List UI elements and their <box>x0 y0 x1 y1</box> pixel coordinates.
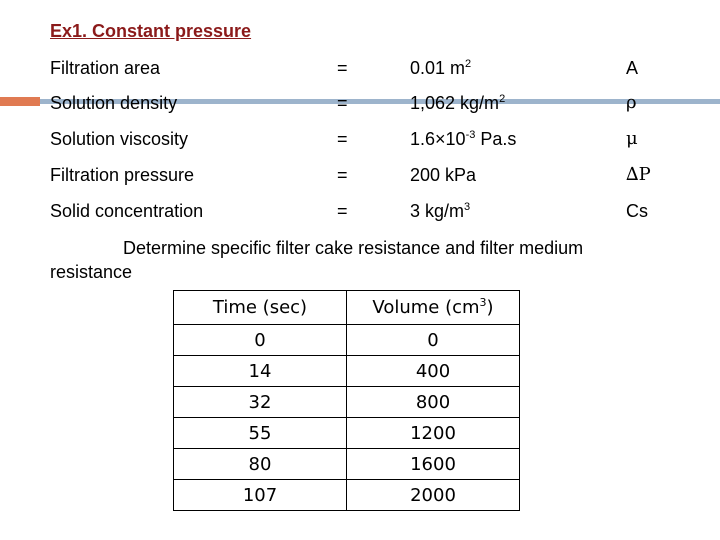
table-row <box>174 356 520 387</box>
parameter-value-exponent: 2 <box>465 58 472 70</box>
slide-title: Ex1. Constant pressure <box>50 21 252 41</box>
volume-cell: 2000 <box>347 480 520 511</box>
column-header-volume-text: Volume (cm <box>372 297 480 318</box>
parameter-row-filtration-pressure <box>0 163 720 187</box>
table-row <box>174 480 520 511</box>
parameter-row-solution-density <box>0 91 720 115</box>
table-row <box>174 418 520 449</box>
parameter-value-exponent: 2 <box>499 93 506 105</box>
column-header-volume <box>347 291 520 325</box>
time-cell: 0 <box>174 325 347 356</box>
instruction-text: Determine specific filter cake resistance and filter medium resistance <box>50 238 584 282</box>
parameter-equals: = <box>337 93 348 113</box>
volume-cell: 800 <box>347 387 520 418</box>
parameter-equals: = <box>337 129 348 149</box>
volume-cell: 1600 <box>347 449 520 480</box>
parameter-equals: = <box>337 165 348 185</box>
parameter-value-base: 3 kg/m <box>410 201 465 221</box>
parameter-value <box>410 91 505 115</box>
data-table <box>173 290 520 511</box>
table-row <box>174 449 520 480</box>
parameter-row-solid-concentration <box>0 199 720 223</box>
parameter-name: Solution density <box>50 93 178 113</box>
table-row <box>174 387 520 418</box>
time-cell: 32 <box>174 387 347 418</box>
parameter-row-solution-viscosity <box>0 127 720 151</box>
column-header-volume-close: ) <box>486 297 494 318</box>
parameter-equals: = <box>337 201 348 221</box>
parameter-value-base: 0.01 m <box>410 58 466 78</box>
parameter-symbol: μ <box>626 128 638 149</box>
parameter-name: Solution viscosity <box>50 129 189 149</box>
parameter-equals: = <box>337 58 348 78</box>
parameter-value-unit: Pa.s <box>475 129 517 149</box>
parameter-name: Filtration pressure <box>50 165 195 185</box>
volume-cell: 0 <box>347 325 520 356</box>
parameter-value-exponent: -3 <box>465 129 476 141</box>
parameter-value <box>410 56 471 80</box>
parameter-row-filtration-area <box>0 56 720 80</box>
parameter-symbol: A <box>626 58 639 78</box>
parameter-symbol: ∆P <box>626 164 651 185</box>
time-cell: 80 <box>174 449 347 480</box>
parameter-value-base: 1.6×10 <box>410 129 466 149</box>
volume-cell: 1200 <box>347 418 520 449</box>
parameter-value <box>410 127 516 151</box>
table-row <box>174 325 520 356</box>
time-cell: 14 <box>174 356 347 387</box>
table-header-row <box>174 291 520 325</box>
column-header-volume-exponent: 3 <box>479 296 487 309</box>
volume-cell: 400 <box>347 356 520 387</box>
parameter-value-exponent: 3 <box>464 201 471 213</box>
column-header-time: Time (sec) <box>174 291 347 325</box>
parameter-symbol: ρ <box>626 92 637 113</box>
parameter-symbol: Cs <box>626 201 648 221</box>
parameter-value <box>410 199 470 223</box>
parameter-name: Solid concentration <box>50 201 204 221</box>
parameter-name: Filtration area <box>50 58 161 78</box>
time-cell: 55 <box>174 418 347 449</box>
parameter-value: 200 kPa <box>410 165 477 185</box>
time-cell: 107 <box>174 480 347 511</box>
parameter-value-base: 1,062 kg/m <box>410 93 500 113</box>
